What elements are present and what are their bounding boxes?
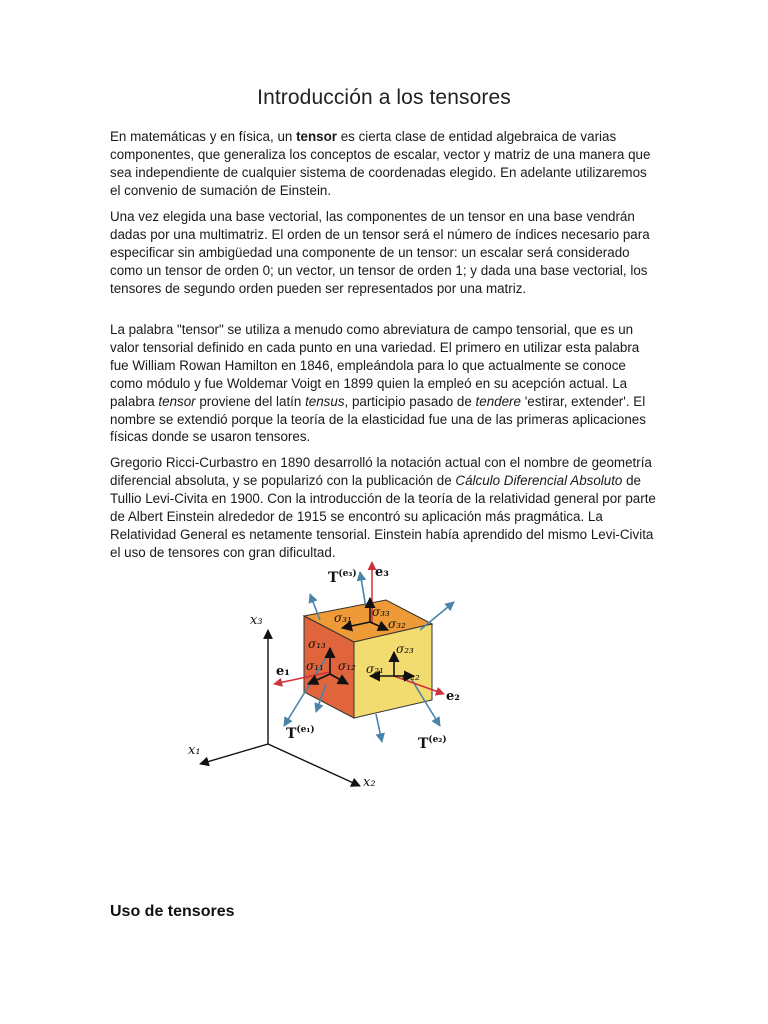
x2-axis [268,744,360,786]
sigma23-label: σ₂₃ [396,642,414,656]
e3-label: e₃ [375,565,389,580]
text-segment: de Tullio Levi-Civita en 1900. Con la introducción de la teoría de la relatividad general por parte de Albert Einstein alrededor de 1915 se encontró su aplicación más pragmática. La Relatividad General es netamente tensorial. Einstein había aprendido del mismo Levi-Civita el uso de tensores con gran dificultad. [110,472,656,560]
sigma11-label: σ₁₁ [306,659,324,673]
sigma22-label: σ₂₂ [402,669,420,683]
sigma32-label: σ₃₂ [388,617,406,631]
text-segment: En matemáticas y en física, un [110,129,297,144]
T-e3-label: $T^{(e_3)}$ [328,569,357,586]
traction-arrow [376,714,382,742]
T-e1-label: $T^{(e_1)}$ [286,725,315,742]
sigma13-label: σ₁₃ [308,637,326,651]
traction-arrow [420,602,454,630]
sigma31-label: σ₃₁ [334,611,352,625]
T-e2-label: $T^{(e_2)}$ [418,735,447,752]
document-title: Introducción a los tensores [257,86,511,109]
e1-label: e₁ [276,664,290,679]
stress-tensor-figure [180,560,480,800]
paragraph-2 [110,208,658,298]
text-segment: , participio pasado de [344,393,476,409]
text-segment: tensor [158,393,196,409]
text-segment: tensor [296,129,338,144]
paragraph-4 [110,454,658,561]
paragraph-3 [110,321,658,446]
text-segment: Gregorio Ricci-Curbastro en 1890 desarrolló la notación actual con el nombre de geometría diferencial absoluta, y se popularizó con la publicación de [110,455,652,488]
sigma33-label: σ₃₃ [372,605,390,619]
text-segment: La palabra "tensor" se utiliza a menudo como abreviatura de campo tensorial, que es un valor tensorial definido en cada punto en una variedad. El primero en utilizar esta palabra fue William Rowan Hamilton en 1846, empleándola para lo que actualmente se conoce como módulo y fue Woldemar Voigt en 1899 quien la empleó en su acepción actual. La palabra [110,322,640,409]
sigma21-label: σ₂₁ [366,662,384,676]
x1-axis-label: x₁ [188,743,201,758]
text-segment: tensus [305,393,345,409]
e2-label: e₂ [446,689,460,704]
traction-arrow [360,572,366,608]
section-heading: Uso de tensores [110,903,235,920]
text-segment: Una vez elegida una base vectorial, las componentes de un tensor en una base vendrán dadas por una multimatriz. El orden de un tensor será el número de índices necesario para especificar sin ambigüedad una componente de un tensor: un escalar será considerado como un tensor de orden 0; un vector, un tensor de orden 1; y dada una base vectorial, los tensores de segundo orden pueden ser representados por una matriz. [110,209,650,296]
sigma12-label: σ₁₂ [338,659,356,673]
x2-axis-label: x₂ [363,775,376,790]
text-segment: 'estirar, extender'. El nombre se extendió porque la teoría de la elasticidad fue una de las primeras aplicaciones físicas donde se usaron tensores. [110,393,646,445]
text-segment: proviene del latín [195,393,306,409]
text-segment: es cierta clase de entidad algebraica de varias componentes, que generaliza los conceptos de escalar, vector y matriz de una manera que sea independiente de cualquier sistema de coordenadas elegido. En adelante utilizaremos el convenio de sumación de Einstein. [110,129,651,198]
paragraph-1 [110,128,658,200]
text-segment: tendere [475,393,521,409]
text-segment: Cálculo Diferencial Absoluto [455,472,623,488]
x3-axis-label: x₃ [250,613,263,628]
x1-axis [200,744,268,764]
